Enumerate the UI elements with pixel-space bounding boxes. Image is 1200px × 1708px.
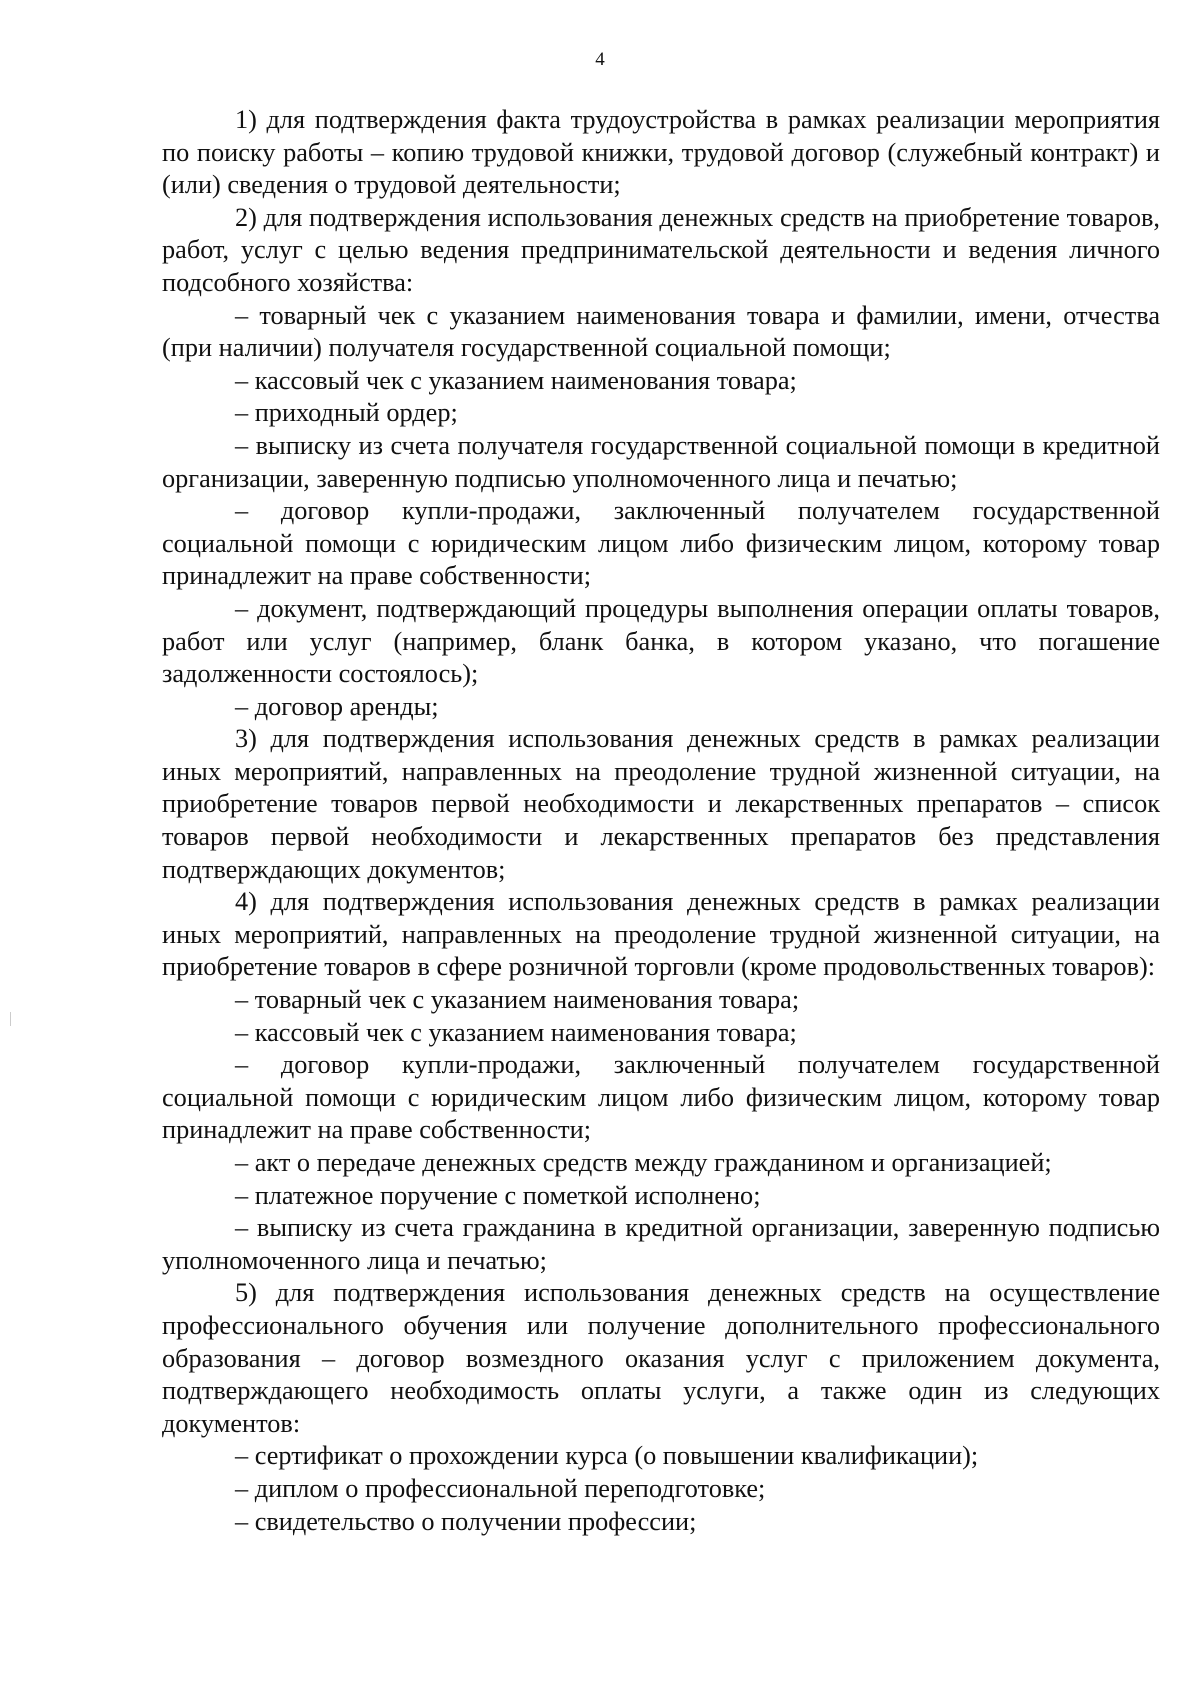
paragraph-item-5: 5) для подтверждения использования денежных средств на осуществление профессионального обучения или получение дополнительного профессионального образования – договор возмездного оказания услуг с приложением документа, подтверждающего необходимость оплаты услуги, а также один из следующих документов: bbox=[162, 1278, 1160, 1438]
list-item-cash-receipt: – кассовый чек с указанием наименования товара; bbox=[235, 365, 797, 395]
list-item-cash-receipt-retail: – кассовый чек с указанием наименования товара; bbox=[235, 1017, 797, 1047]
list-item-sales-receipt-retail: – товарный чек с указанием наименования товара; bbox=[235, 985, 800, 1015]
list-item-transfer-act: – акт о передаче денежных средств между гражданином и организацией; bbox=[235, 1148, 1052, 1177]
paragraph-item-3: 3) для подтверждения использования денежных средств в рамках реализации иных мероприятий, направленных на преодоление трудной жизненной ситуации, на приобретение товаров первой необходимости и лекарственных препаратов – список товаров первой необходимости и лекарственных препаратов без представления подтверждающих документов; bbox=[162, 724, 1160, 884]
list-item-bank-statement: – выписку из счета получателя государственной социальной помощи в кредитной организации, заверенную подписью уполномоченного лица и печатью; bbox=[162, 430, 1160, 493]
paragraph-item-1: 1) для подтверждения факта трудоустройства в рамках реализации мероприятия по поиску работы – копию трудовой книжки, трудовой договор (служебный контракт) и (или) сведения о трудовой деятельности; bbox=[162, 105, 1160, 200]
list-item-profession-certificate: – свидетельство о получении профессии; bbox=[235, 1506, 697, 1536]
paragraph-item-4: 4) для подтверждения использования денежных средств в рамках реализации иных мероприятий, направленных на преодоление трудной жизненной ситуации, на приобретение товаров в сфере розничной торговли (кроме продовольственных товаров): bbox=[162, 887, 1160, 982]
list-item-payment-document: – документ, подтверждающий процедуры выполнения операции оплаты товаров, работ или услуг (например, бланк банка, в котором указано, что погашение задолженности состоялось); bbox=[162, 593, 1160, 689]
list-item-citizen-bank-statement: – выписку из счета гражданина в кредитной организации, заверенную подписью уполномоченного лица и печатью; bbox=[162, 1213, 1160, 1275]
list-item-lease-contract: – договор аренды; bbox=[235, 691, 439, 721]
list-item-retraining-diploma: – диплом о профессиональной переподготовке; bbox=[235, 1473, 766, 1503]
list-item-credit-order: – приходный ордер; bbox=[235, 398, 458, 428]
paragraph-item-2: 2) для подтверждения использования денежных средств на приобретение товаров, работ, услуг с целью ведения предпринимательской деятельности и ведения личного подсобного хозяйства: bbox=[162, 202, 1160, 297]
list-item-purchase-contract: – договор купли-продажи, заключенный получателем государственной социальной помощи с юридическим лицом либо физическим лицом, которому товар принадлежит на праве собственности; bbox=[162, 496, 1160, 591]
list-item-sales-receipt: – товарный чек с указанием наименования товара и фамилии, имени, отчества (при наличии) получателя государственной социальной помощи; bbox=[162, 300, 1160, 363]
list-item-purchase-contract-retail: – договор купли-продажи, заключенный получателем государственной социальной помощи с юридическим лицом либо физическим лицом, которому товар принадлежит на праве собственности; bbox=[162, 1050, 1160, 1145]
list-item-payment-order: – платежное поручение с пометкой исполнено; bbox=[235, 1180, 761, 1210]
page-number: 4 bbox=[595, 49, 605, 70]
list-item-course-certificate: – сертификат о прохождении курса (о повышении квалификации); bbox=[235, 1441, 979, 1471]
scan-margin-mark bbox=[10, 1012, 11, 1026]
document-body bbox=[162, 104, 1160, 1538]
